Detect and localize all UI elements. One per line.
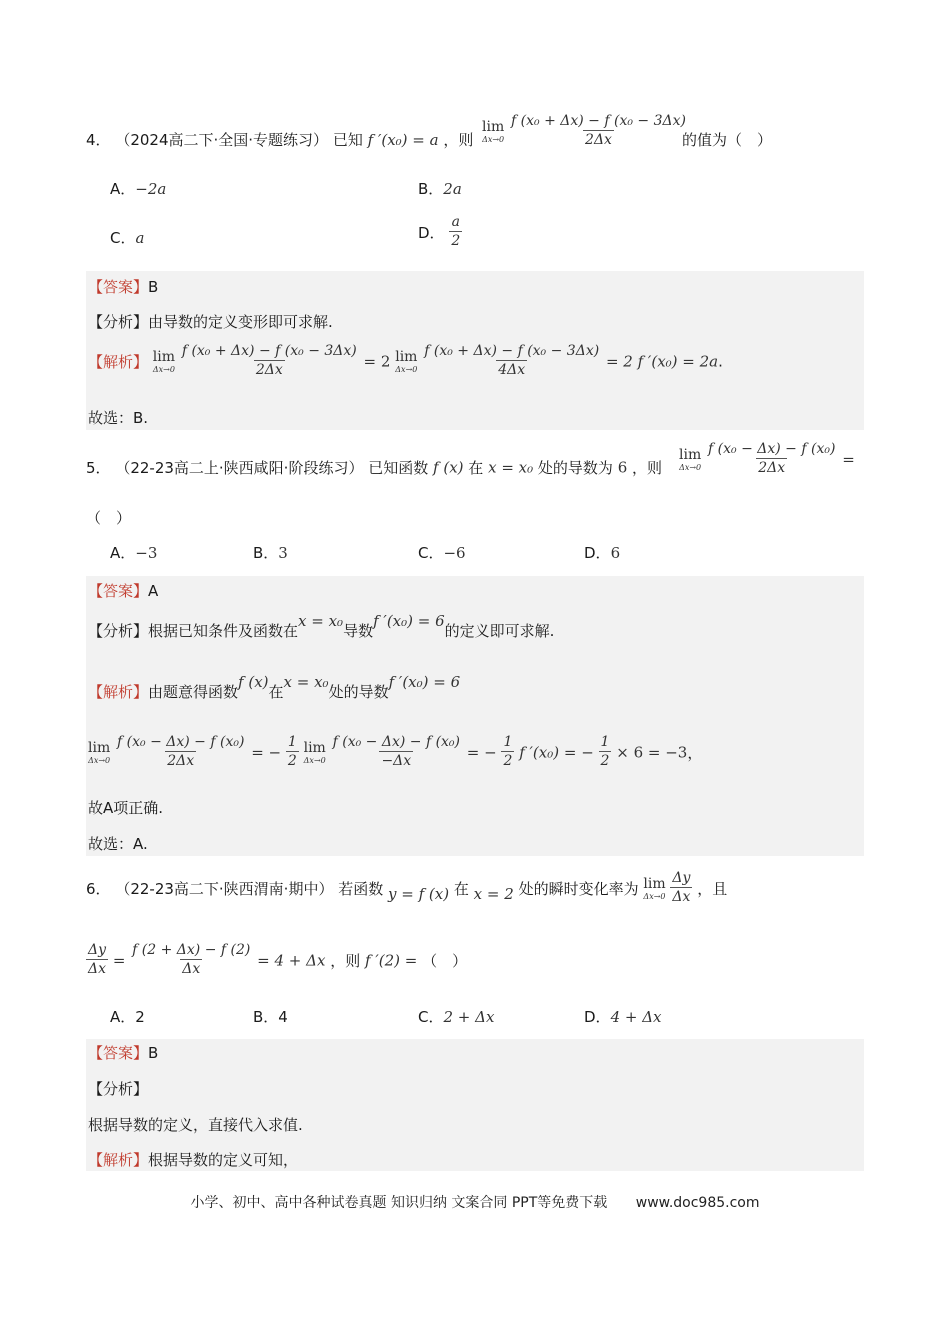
q5-choose: 故选：A. — [88, 835, 148, 853]
q4-option-d[interactable]: D． $\frac{a}{2}$ — [418, 214, 461, 249]
q4-option-b[interactable]: B．2a — [418, 180, 462, 198]
q4-text: ，则 — [443, 131, 474, 149]
q5-option-c[interactable]: C．−6 — [418, 544, 466, 562]
page-footer — [0, 1192, 950, 1212]
q6-solution: 【解析】根据导数的定义可知， — [88, 1151, 299, 1169]
q4-option-c[interactable]: C．a — [110, 229, 145, 247]
q4-number: 4． — [86, 131, 111, 149]
q4-fraction: $\frac{\text{f (x₀ + Δx) − f (x₀ − 3Δx)}}{2\Delta x}$ — [511, 113, 686, 148]
q6-answer: 【答案】B — [88, 1044, 159, 1062]
q6-stem: 6． （22-23高二下·陕西渭南·期中） 若函数 y = f (x) 在 x = 2 处的瞬时变化率为 lim Δx→0 $\frac{\Delta y}{\Delta x}$ ，且 — [86, 870, 728, 905]
footer-site-link[interactable]: www.doc985.com — [635, 1195, 760, 1211]
q4-solution: 【解析】 lim Δx→0 $\frac{\text{f (x₀ + Δx) − f (x₀ − 3Δx)}}{2\Delta x}$ = 2 lim Δx→0 $\frac{\text{f (x₀ + Δx) − f (x₀ − 3Δx)}}{4\Delta x}$ = 2 f ′(x₀) = 2a. — [88, 343, 723, 378]
q6-option-a[interactable]: A．2 — [110, 1008, 145, 1026]
q5-stem: 5． （22-23高二上·陕西咸阳·阶段练习） 已知函数 f (x) 在 x = x₀ 处的导数为 6 ，则 — [86, 458, 663, 477]
q5-analysis: 【分析】根据已知条件及函数在x = x₀导数f ′(x₀) = 6的定义即可求解. — [88, 612, 555, 640]
q4-text: 已知 — [332, 131, 363, 149]
q6-condition: $\frac{\Delta y}{\Delta x}$ = $\frac{f (2 + \Delta x) - f (2)}{\Delta x}$ = 4 + Δx ，则 f ′(2) = （ ） — [88, 942, 468, 977]
q4-stem — [86, 130, 473, 150]
answer-tag: 【答案】 — [88, 278, 149, 296]
q4-source: （2024高二下·全国·专题练习） — [115, 131, 329, 149]
footer-text: 小学、初中、高中各种试卷真题 知识归纳 文案合同 PPT等免费下载 — [190, 1195, 608, 1211]
q4-analysis: 【分析】由导数的定义变形即可求解. — [88, 313, 333, 331]
q5-paren: （ ） — [86, 509, 132, 527]
q4-answer: 【答案】B — [88, 278, 159, 296]
q6-option-b[interactable]: B．4 — [253, 1008, 288, 1026]
q5-correct: 故A项正确. — [88, 799, 164, 817]
q6-analysis: 根据导数的定义，直接代入求值. — [88, 1116, 303, 1134]
q6-option-c[interactable]: C．2 + Δx — [418, 1008, 495, 1026]
q4-question-end: 的值为（ ） — [682, 131, 773, 149]
q5-option-d[interactable]: D．6 — [584, 544, 621, 562]
q5-equation: lim Δx→0 $\frac{\text{f (x₀ − Δx) − f (x₀)}}{2\Delta x}$ = − $\frac{1}{2}$ lim Δx→0 $\frac{\text{f (x₀ − Δx) − f (x₀)}}{-\Delta x}$ = − $\frac{1}{2}$ f ′(x₀) = − $\frac{1}{2}$ × 6 = −3， — [88, 734, 703, 769]
q6-answer-box — [86, 1039, 864, 1171]
q4-answer-box — [86, 271, 864, 430]
q5-answer: 【答案】A — [88, 582, 159, 600]
q4-option-a[interactable]: A．−2a — [110, 180, 167, 198]
q5-option-a[interactable]: A．−3 — [110, 544, 158, 562]
q4-limit-expression — [482, 113, 688, 150]
q5-answer-box — [86, 576, 864, 856]
q5-solution: 【解析】由题意得函数f (x)在x = x₀处的导数f ′(x₀) = 6 — [88, 673, 461, 701]
q6-option-d[interactable]: D．4 + Δx — [584, 1008, 662, 1026]
q5-limit-expression: lim Δx→0 $\frac{\text{f (x₀ − Δx) − f (x₀)}}{2\Delta x}$ = — [679, 441, 855, 476]
q4-choose: 故选：B. — [88, 409, 149, 427]
q4-condition: f ′(x₀) = a — [367, 131, 439, 149]
limit-symbol: lim Δx→0 — [482, 118, 505, 144]
q6-analysis-tag: 【分析】 — [88, 1080, 149, 1098]
q5-option-b[interactable]: B．3 — [253, 544, 288, 562]
